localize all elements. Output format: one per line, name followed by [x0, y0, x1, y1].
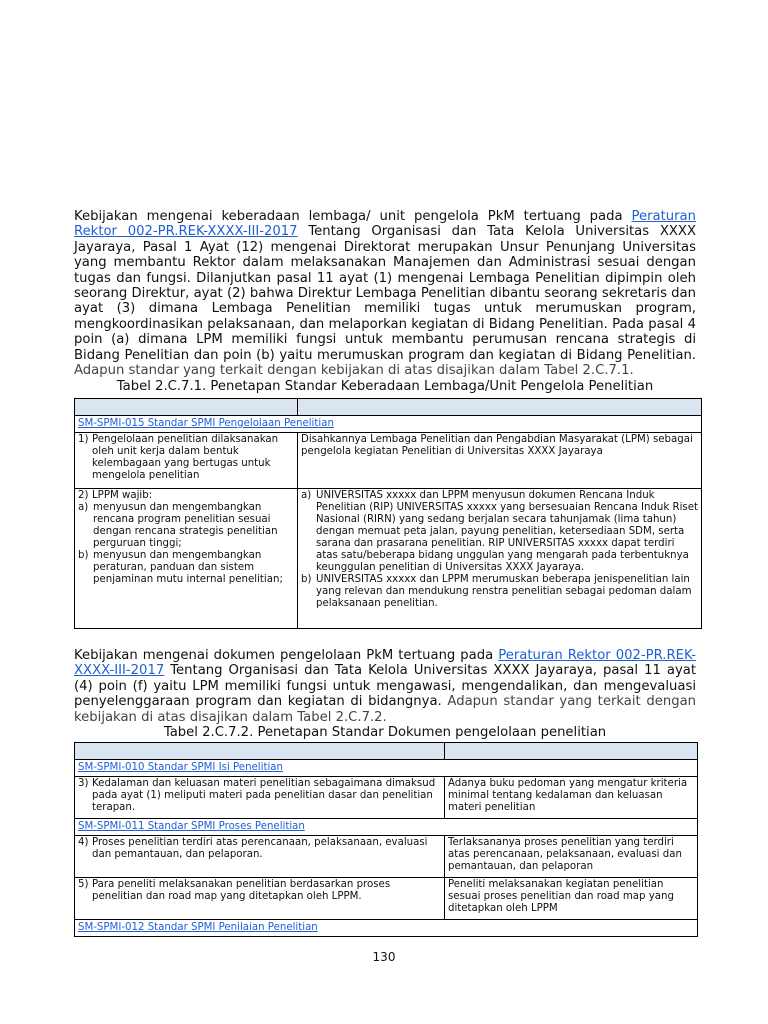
table-2-standard-row: [75, 760, 698, 777]
row-2-number: 2): [78, 490, 89, 501]
table-1-row-1-left: [75, 433, 298, 489]
table-2-row: [75, 836, 698, 878]
table-2-caption: Tabel 2.C.7.2. Penetapan Standar Dokumen pengelolaan penelitian: [163, 725, 607, 740]
row-2-right-item: a) UNIVERSITAS xxxxx dan LPPM menyusun dokumen Rencana Induk Penelitian (RIP) UNIVERSITAS xxxxx yang bersesuaian Rencana Induk Riset Nasional (RIRN) yang sedang berjalan secara tahunjamak (lima tahun) dengan memuat peta jalan, payung penelitian, ketersediaan SDM, serta sarana dan prasarana penelitian. RIP UNIVERSITAS xxxxx dapat terdiri atas satu/beberapa bidang unggulan yang mengarah pada terbentuknya keunggulan penelitian di Universitas XXXX Jayaraya.: [301, 490, 698, 573]
paragraph-2-text-b: Tentang Organisasi dan Tata Kelola Universitas XXXX Jayaraya, pasal 11 ayat (4) poin (f) yaitu LPM memiliki fungsi untuk mengawasi, mengendalikan, dan mengevaluasi penyelenggaraan program dan kegiatan di bidangnya.: [74, 663, 696, 710]
table-1-caption: Tabel 2.C.7.1. Penetapan Standar Keberadaan Lembaga/Unit Pengelola Penelitian: [116, 379, 654, 394]
table-2-standard-row: [75, 819, 698, 836]
table-1-standard-title-cell: [75, 416, 702, 433]
table-1-header-row: [75, 399, 702, 416]
standard-link-sm-spmi-012[interactable]: SM-SPMI-012 Standar SPMI Penilaian Penelitian: [78, 922, 318, 933]
row-1-left-text: Pengelolaan penelitian dilaksanakan oleh unit kerja dalam bentuk kelembagaan yang bertugas untuk mengelola penelitian: [92, 434, 279, 481]
standard-link-sm-spmi-010[interactable]: SM-SPMI-010 Standar SPMI Isi Penelitian: [78, 762, 283, 773]
row-1-right-text: Disahkannya Lembaga Penelitian dan Pengabdian Masyarakat (LPM) sebagai pengelola kegiatan Penelitian di Universitas XXXX Jayaraya: [301, 434, 693, 457]
paragraph-2-text-a: Kebijakan mengenai dokumen pengelolaan PkM tertuang pada: [74, 648, 499, 663]
table-2-row: [75, 777, 698, 819]
row-2-left-head: LPPM wajib:: [92, 490, 153, 501]
row-right-text: Adanya buku pedoman yang mengatur kriteria minimal tentang kedalaman dan keluasan materi penelitian: [448, 778, 688, 813]
row-2-left-item: b) menyusun dan mengembangkan peraturan, panduan dan sistem penjaminan mutu internal penelitian;: [78, 550, 283, 585]
row-1-number: 1): [78, 434, 89, 445]
row-left-text: Kedalaman dan keluasan materi penelitian sebagaimana dimaksud pada ayat (1) meliputi materi pada penelitian dasar dan penelitian terapan.: [92, 778, 436, 813]
table-1-header-cell-right: [298, 399, 702, 416]
table-1-row-1-right: [298, 433, 702, 489]
table-1-row-2-right: [298, 489, 702, 629]
standard-link-sm-spmi-015[interactable]: SM-SPMI-015 Standar SPMI Pengelolaan Penelitian: [78, 418, 334, 429]
row-left-text: Para peneliti melaksanakan penelitian berdasarkan proses penelitian dan road map yang ditetapkan oleh LPPM.: [92, 879, 391, 902]
table-2-row: [75, 878, 698, 920]
row-right-text: Terlaksananya proses penelitian yang terdiri atas perencanaan, pelaksanaan, evaluasi dan pemantauan, dan pelaporan: [448, 837, 682, 872]
row-number: 5): [78, 879, 89, 890]
paragraph-1-text-b: Tentang Organisasi dan Tata Kelola Universitas XXXX Jayaraya, Pasal 1 Ayat (12) mengenai Direktorat merupakan Unsur Penunjang Universitas yang membantu Rektor dalam melaksanakan Manajemen dan Administrasi sesuai dengan tugas dan fungsi. Dilanjutkan pasal 11 ayat (1) mengenai Lembaga Penelitian dipimpin oleh seorang Direktur, ayat (2) bahwa Direktur Lembaga Penelitian dibantu seorang sekretaris dan ayat (3) dimana Lembaga Penelitian memiliki tugas untuk merumuskan program, mengkoordinasikan pelaksanaan, dan melaporkan kegiatan di Bidang Penelitian. Pada pasal 4 poin (a) dimana LPM memiliki fungsi untuk membantu perumusan rencana strategis di Bidang Penelitian dan poin (b) yaitu merumuskan program dan kegiatan di Bidang Penelitian.: [74, 224, 696, 363]
row-number: 4): [78, 837, 89, 848]
row-2-left-item: a) menyusun dan mengembangkan rencana program penelitian sesuai dengan rencana strategis penelitian perguruan tinggi;: [78, 502, 278, 549]
table-1-row-1: [75, 433, 702, 489]
table-2-standard-row: [75, 920, 698, 937]
table-1-row-2: [75, 489, 702, 629]
table-1-standard-row: [75, 416, 702, 433]
paragraph-2: [74, 648, 696, 725]
table-1: [74, 398, 702, 629]
row-left-text: Proses penelitian terdiri atas perencanaan, pelaksanaan, evaluasi dan pemantauan, dan pelaporan.: [92, 837, 428, 860]
peraturan-rektor-link-2[interactable]: Peraturan Rektor 002-PR.REK-XXXX-III-2017: [74, 648, 697, 679]
row-2-right-item: b) UNIVERSITAS xxxxx dan LPPM merumuskan beberapa jenispenelitian lain yang relevan dan mendukung renstra penelitian sebagai pedoman dalam pelaksanaan penelitian.: [301, 574, 692, 609]
paragraph-2-text-c: Adapun standar yang terkait dengan kebijakan di atas disajikan dalam Tabel 2.C.7.2.: [74, 694, 697, 725]
paragraph-1-text-a: Kebijakan mengenai keberadaan lembaga/ unit pengelola PkM tertuang pada: [74, 209, 632, 224]
table-2-header-cell-left: [75, 743, 445, 760]
row-number: 3): [78, 778, 89, 789]
paragraph-1: [74, 209, 696, 378]
page-number: 130: [372, 950, 396, 964]
table-1-header-cell-left: [75, 399, 298, 416]
table-2-header-row: [75, 743, 698, 760]
paragraph-1-text-c: Adapun standar yang terkait dengan kebijakan di atas disajikan dalam Tabel 2.C.7.1.: [74, 363, 634, 379]
row-right-text: Peneliti melaksanakan kegiatan penelitian sesuai proses penelitian dan road map yang ditetapkan oleh LPPM: [448, 879, 674, 914]
table-2: [74, 742, 698, 937]
peraturan-rektor-link-1[interactable]: Peraturan Rektor 002-PR.REK-XXXX-III-2017: [74, 209, 696, 240]
table-2-header-cell-right: [445, 743, 698, 760]
table-1-row-2-left: [75, 489, 298, 629]
standard-link-sm-spmi-011[interactable]: SM-SPMI-011 Standar SPMI Proses Penelitian: [78, 821, 305, 832]
